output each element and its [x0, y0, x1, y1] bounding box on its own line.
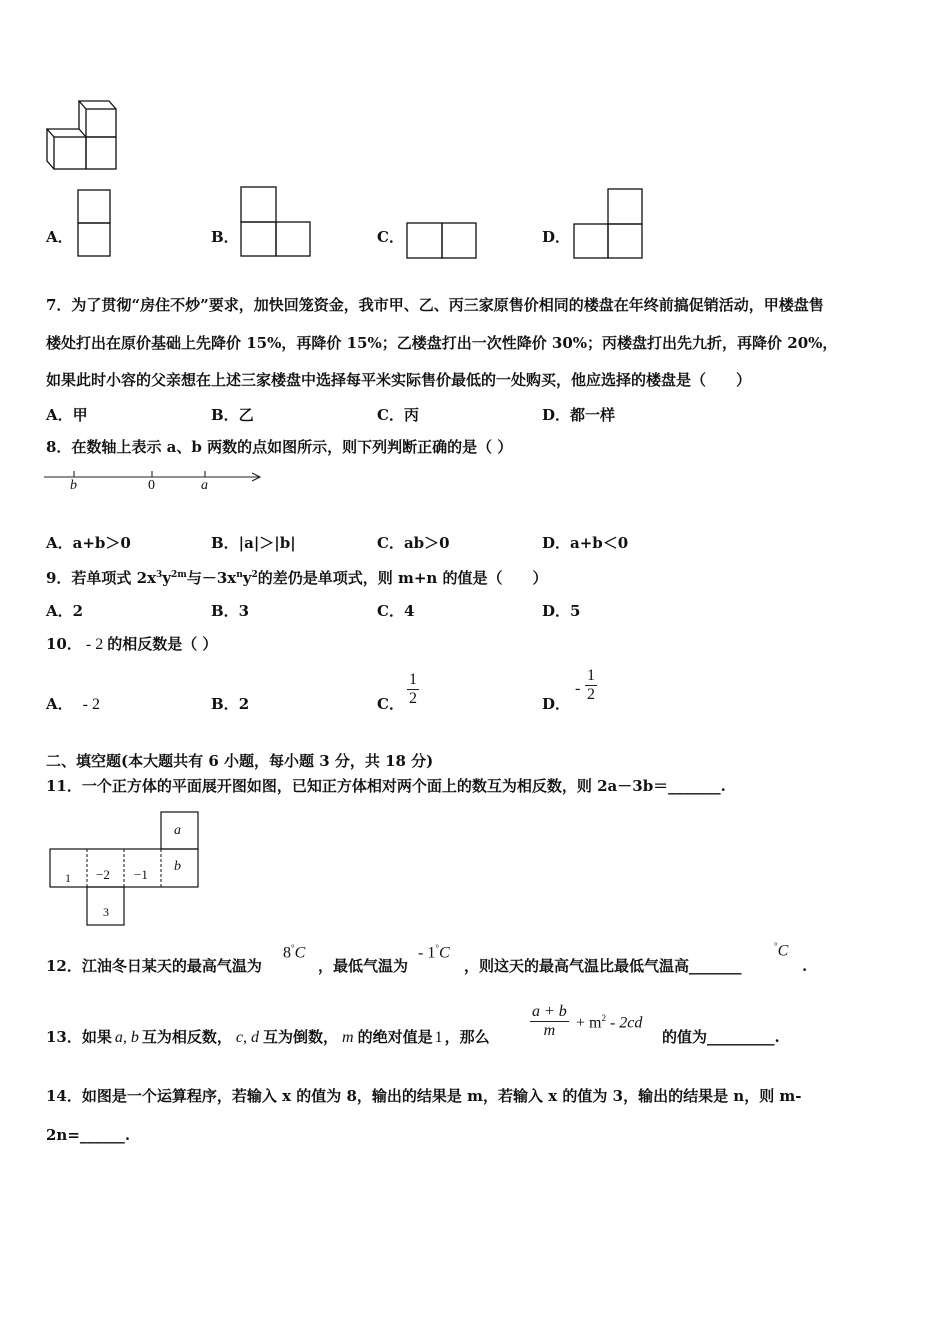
- q7-option-c[interactable]: C．丙: [377, 406, 419, 424]
- q14-stem-line2: 2n=______.: [46, 1126, 131, 1144]
- q9-option-d[interactable]: D．5: [542, 602, 581, 620]
- net-face-neg1: −1: [134, 867, 148, 882]
- q10-option-c-label[interactable]: C．: [377, 695, 404, 713]
- q10-option-c-fraction: $\frac{1}{2}$: [409, 671, 417, 707]
- q9-stem: 9．若单项式 $2x^3y^{2m}$与$-3x^ny^2$的差仍是单项式，则 m+n 的值是（ ）: [46, 569, 548, 587]
- axis-label-zero: 0: [148, 478, 155, 493]
- section-heading: 二、填空题(本大题共有 6 小题，每小题 3 分，共 18 分): [46, 752, 434, 770]
- q13-expression-tail: + $m^2 - 2cd$: [576, 1013, 643, 1032]
- q10-option-d-label[interactable]: D．: [542, 695, 571, 713]
- q14-stem-line1: 14．如图是一个运算程序，若输入 x 的值为 8，输出的结果是 m，若输入 x 的值为 3，输出的结果是 n，则 m-: [46, 1087, 802, 1105]
- q6-option-c-figure: [406, 222, 478, 260]
- q8-stem: 8．在数轴上表示 a、b 两数的点如图所示，则下列判断正确的是（ ）: [46, 438, 513, 456]
- net-face-a: a: [174, 823, 181, 838]
- q7-stem-line2: 楼处打出在原价基础上先降价 15%，再降价 15%；乙楼盘打出一次性降价 30%；丙楼盘打出先九折，再降价 20%，: [46, 334, 838, 352]
- net-face-b: b: [174, 859, 181, 874]
- q7-stem-line3: 如果此时小容的父亲想在上述三家楼盘中选择每平米实际售价最低的一处购买，他应选择的楼盘是（ ）: [46, 371, 752, 389]
- q10-option-b[interactable]: B．2: [211, 695, 250, 713]
- q13-stem-post: 的值为_________.: [662, 1028, 780, 1046]
- q9-option-a[interactable]: A．2: [46, 602, 84, 620]
- q12-stem-pre: 12．江油冬日某天的最高气温为: [46, 957, 262, 975]
- q6-option-a-figure: [77, 189, 111, 259]
- q6-option-a[interactable]: A．: [46, 228, 73, 246]
- q8-option-c[interactable]: C．ab＞0: [377, 534, 450, 552]
- q7-option-b[interactable]: B．乙: [211, 406, 254, 424]
- net-face-1: 1: [65, 871, 71, 885]
- number-line: [44, 466, 266, 498]
- q10-option-a[interactable]: A． - 2: [46, 695, 100, 713]
- q13-fraction: $\frac{a + b}{m}$: [532, 1003, 567, 1039]
- q10-option-d-sign: -: [575, 680, 581, 697]
- q6-option-b[interactable]: B．: [211, 228, 239, 246]
- q6-option-b-figure: [240, 186, 312, 258]
- q7-option-d[interactable]: D．都一样: [542, 406, 616, 424]
- q12-period: .: [802, 957, 808, 975]
- axis-label-a: a: [201, 478, 208, 493]
- q7-option-a[interactable]: A．甲: [46, 406, 88, 424]
- q8-option-a[interactable]: A．a+b＞0: [46, 534, 131, 552]
- net-face-neg2: −2: [96, 867, 110, 882]
- q9-option-b[interactable]: B．3: [211, 602, 250, 620]
- q12-high-temp: 8°C: [283, 943, 306, 962]
- q11-stem: 11．一个正方体的平面展开图如图，已知正方体相对两个面上的数互为相反数，则 2a－3b＝_______.: [46, 777, 726, 795]
- q7-stem-line1: 7．为了贯彻“房住不炒”要求，加快回笼资金，我市甲、乙、丙三家原售价相同的楼盘在年终前搞促销活动，甲楼盘售: [46, 296, 824, 314]
- q12-stem-mid: ，最低气温为: [318, 957, 409, 975]
- q6-option-c[interactable]: C．: [377, 228, 404, 246]
- q12-unit: °C: [774, 941, 789, 960]
- q10-stem: 10． - 2 的相反数是（ ）: [46, 635, 218, 653]
- q10-option-d-fraction: $\frac{1}{2}$: [587, 667, 595, 703]
- q8-option-b[interactable]: B．|a|＞|b|: [211, 534, 296, 552]
- q13-stem: 13．如果 a, b 互为相反数， c, d 互为倒数， m 的绝对值是 1 ，那么: [46, 1028, 490, 1046]
- q9-option-c[interactable]: C．4: [377, 602, 415, 620]
- q12-low-temp: - 1°C: [418, 943, 450, 962]
- q6-option-d-figure: [573, 188, 645, 260]
- axis-label-b: b: [70, 478, 77, 493]
- q8-option-d[interactable]: D．a+b＜0: [542, 534, 629, 552]
- q12-stem-post: ，则这天的最高气温比最低气温高_______: [464, 957, 742, 975]
- q6-option-d[interactable]: D．: [542, 228, 571, 246]
- net-face-3: 3: [103, 905, 109, 919]
- cube-figure: [44, 98, 124, 174]
